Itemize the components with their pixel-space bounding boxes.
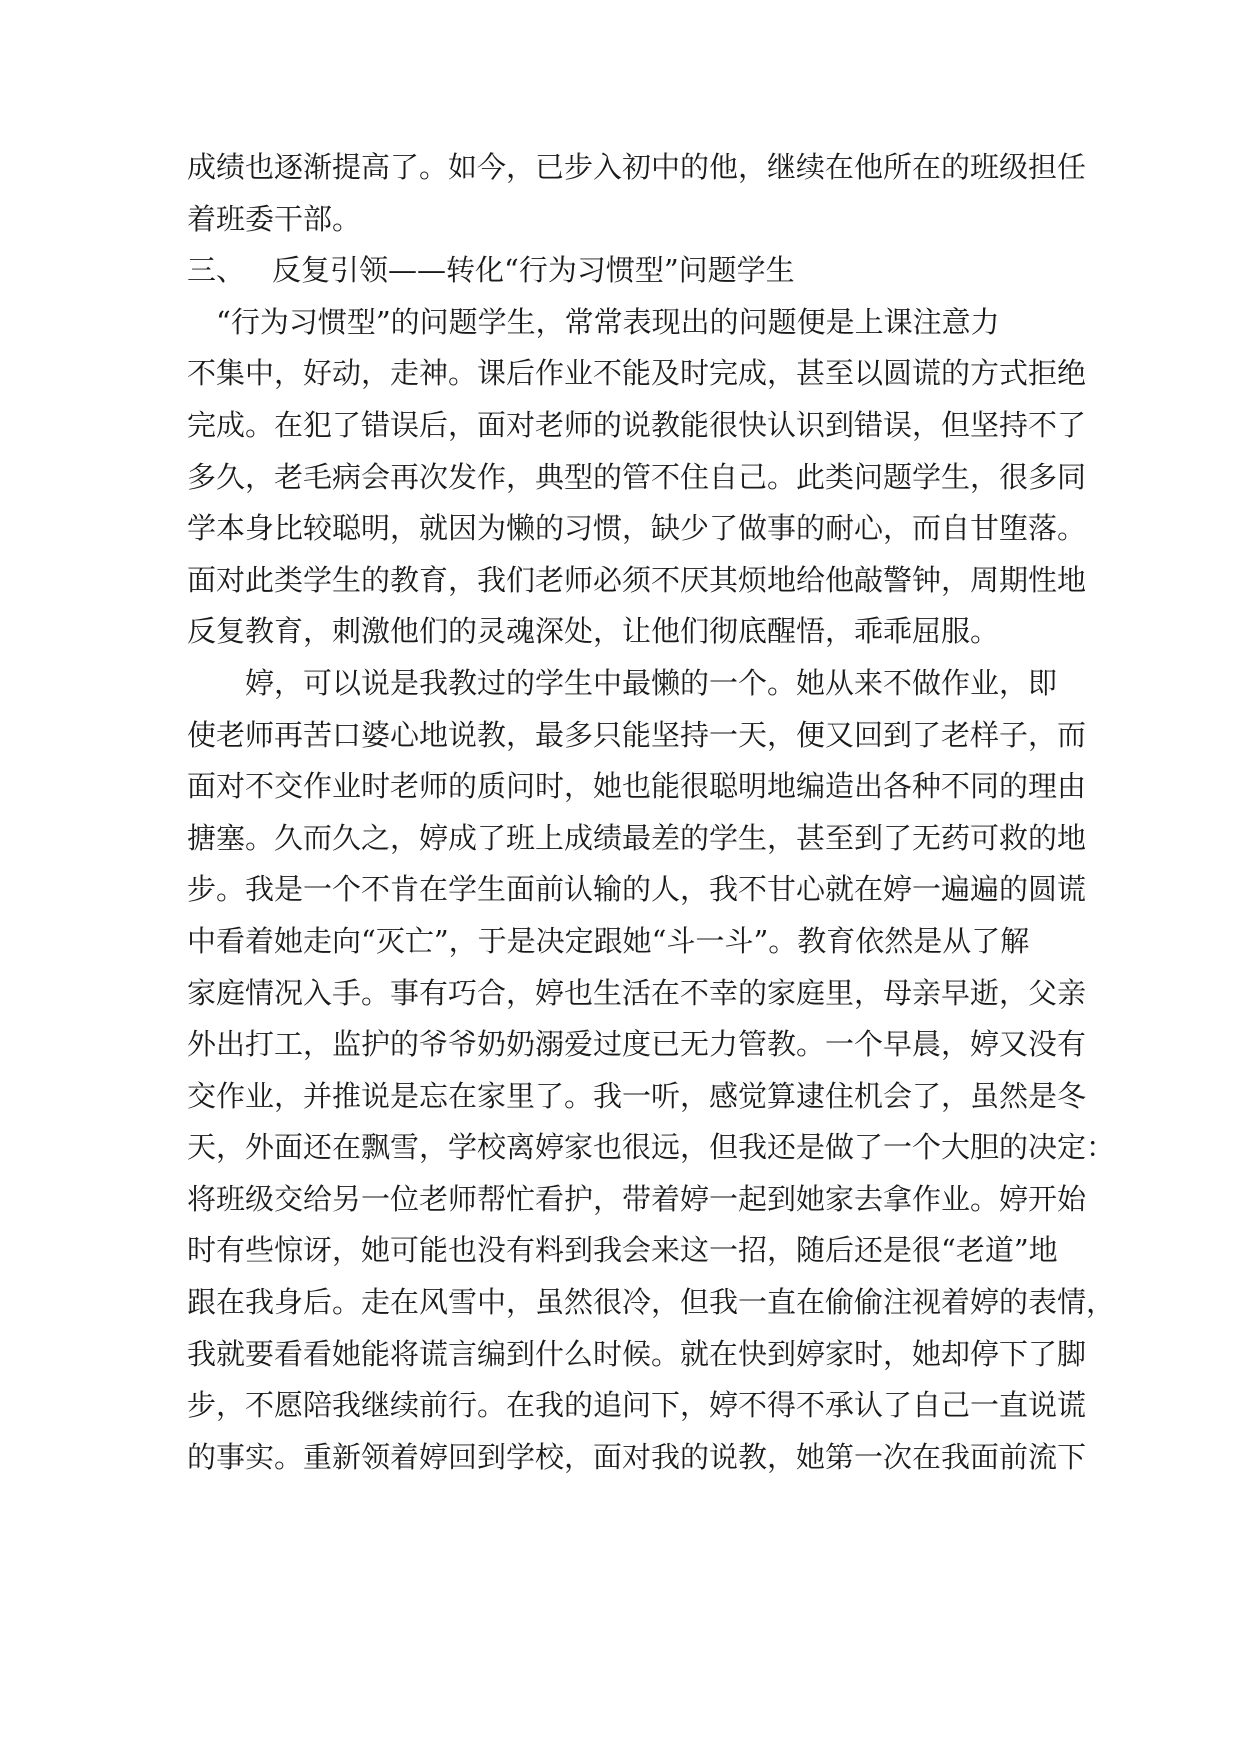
text-line: 时有些惊讶，她可能也没有料到我会来这一招，随后还是很“老道”地 (187, 1233, 1058, 1268)
text-line: 将班级交给另一位老师帮忙看护，带着婷一起到她家去拿作业。婷开始 (187, 1181, 1087, 1216)
text-line: 成绩也逐渐提高了。如今，已步入初中的他，继续在他所在的班级担任 (187, 150, 1087, 184)
text-line: 交作业，并推说是忘在家里了。我一听，感觉算逮住机会了，虽然是冬 (187, 1078, 1087, 1113)
text-line: 的事实。重新领着婷回到学校，面对我的说教，她第一次在我面前流下 (187, 1439, 1087, 1474)
text-line: 跟在我身后。走在风雪中，虽然很冷，但我一直在偷偷注视着婷的表情， (187, 1285, 1116, 1320)
text-line: 面对不交作业时老师的质问时，她也能很聪明地编造出各种不同的理由 (187, 769, 1087, 804)
section-number: 三、 (187, 253, 246, 288)
section-title: 反复引领——转化“行为习惯型”问题学生 (272, 253, 795, 288)
text-line: 完成。在犯了错误后，面对老师的说教能很快认识到错误，但坚持不了 (187, 407, 1087, 442)
text-line: 外出打工，监护的爷爷奶奶溺爱过度已无力管教。一个早晨，婷又没有 (187, 1027, 1087, 1062)
text-line: 婷，可以说是我教过的学生中最懒的一个。她从来不做作业，即 (187, 665, 1058, 700)
document-body (187, 142, 1116, 1483)
text-line: 步。我是一个不肯在学生面前认输的人，我不甘心就在婷一遍遍的圆谎 (187, 872, 1087, 907)
text-line: 着班委干部。 (187, 201, 362, 236)
text-line: 学本身比较聪明，就因为懒的习惯，缺少了做事的耐心，而自甘堕落。 (187, 511, 1087, 546)
text-line: 中看着她走向“灭亡”，于是决定跟她“斗一斗”。教育依然是从了解 (187, 923, 1030, 958)
text-line: 多久，老毛病会再次发作，典型的管不住自己。此类问题学生，很多同 (187, 459, 1087, 494)
text-line: 反复教育，刺激他们的灵魂深处，让他们彻底醒悟，乖乖屈服。 (187, 614, 1000, 649)
text-line: 面对此类学生的教育，我们老师必须不厌其烦地给他敲警钟，周期性地 (187, 562, 1087, 597)
text-line: 搪塞。久而久之，婷成了班上成绩最差的学生，甚至到了无药可救的地 (187, 820, 1087, 855)
text-line: 家庭情况入手。事有巧合，婷也生活在不幸的家庭里，母亲早逝，父亲 (187, 975, 1087, 1010)
text-line: 天，外面还在飘雪，学校离婷家也很远，但我还是做了一个大胆的决定： (187, 1130, 1116, 1165)
text-line: 使老师再苦口婆心地说教，最多只能坚持一天，便又回到了老样子，而 (187, 717, 1087, 752)
text-line: 不集中，好动，走神。课后作业不能及时完成，甚至以圆谎的方式拒绝 (187, 356, 1087, 391)
section-heading (187, 245, 1067, 297)
text-line: “行为习惯型”的问题学生，常常表现出的问题便是上课注意力 (187, 304, 1000, 339)
text-line: 我就要看看她能将谎言编到什么时候。就在快到婷家时，她却停下了脚 (187, 1336, 1087, 1371)
text-line: 步，不愿陪我继续前行。在我的追问下，婷不得不承认了自己一直说谎 (187, 1388, 1087, 1423)
